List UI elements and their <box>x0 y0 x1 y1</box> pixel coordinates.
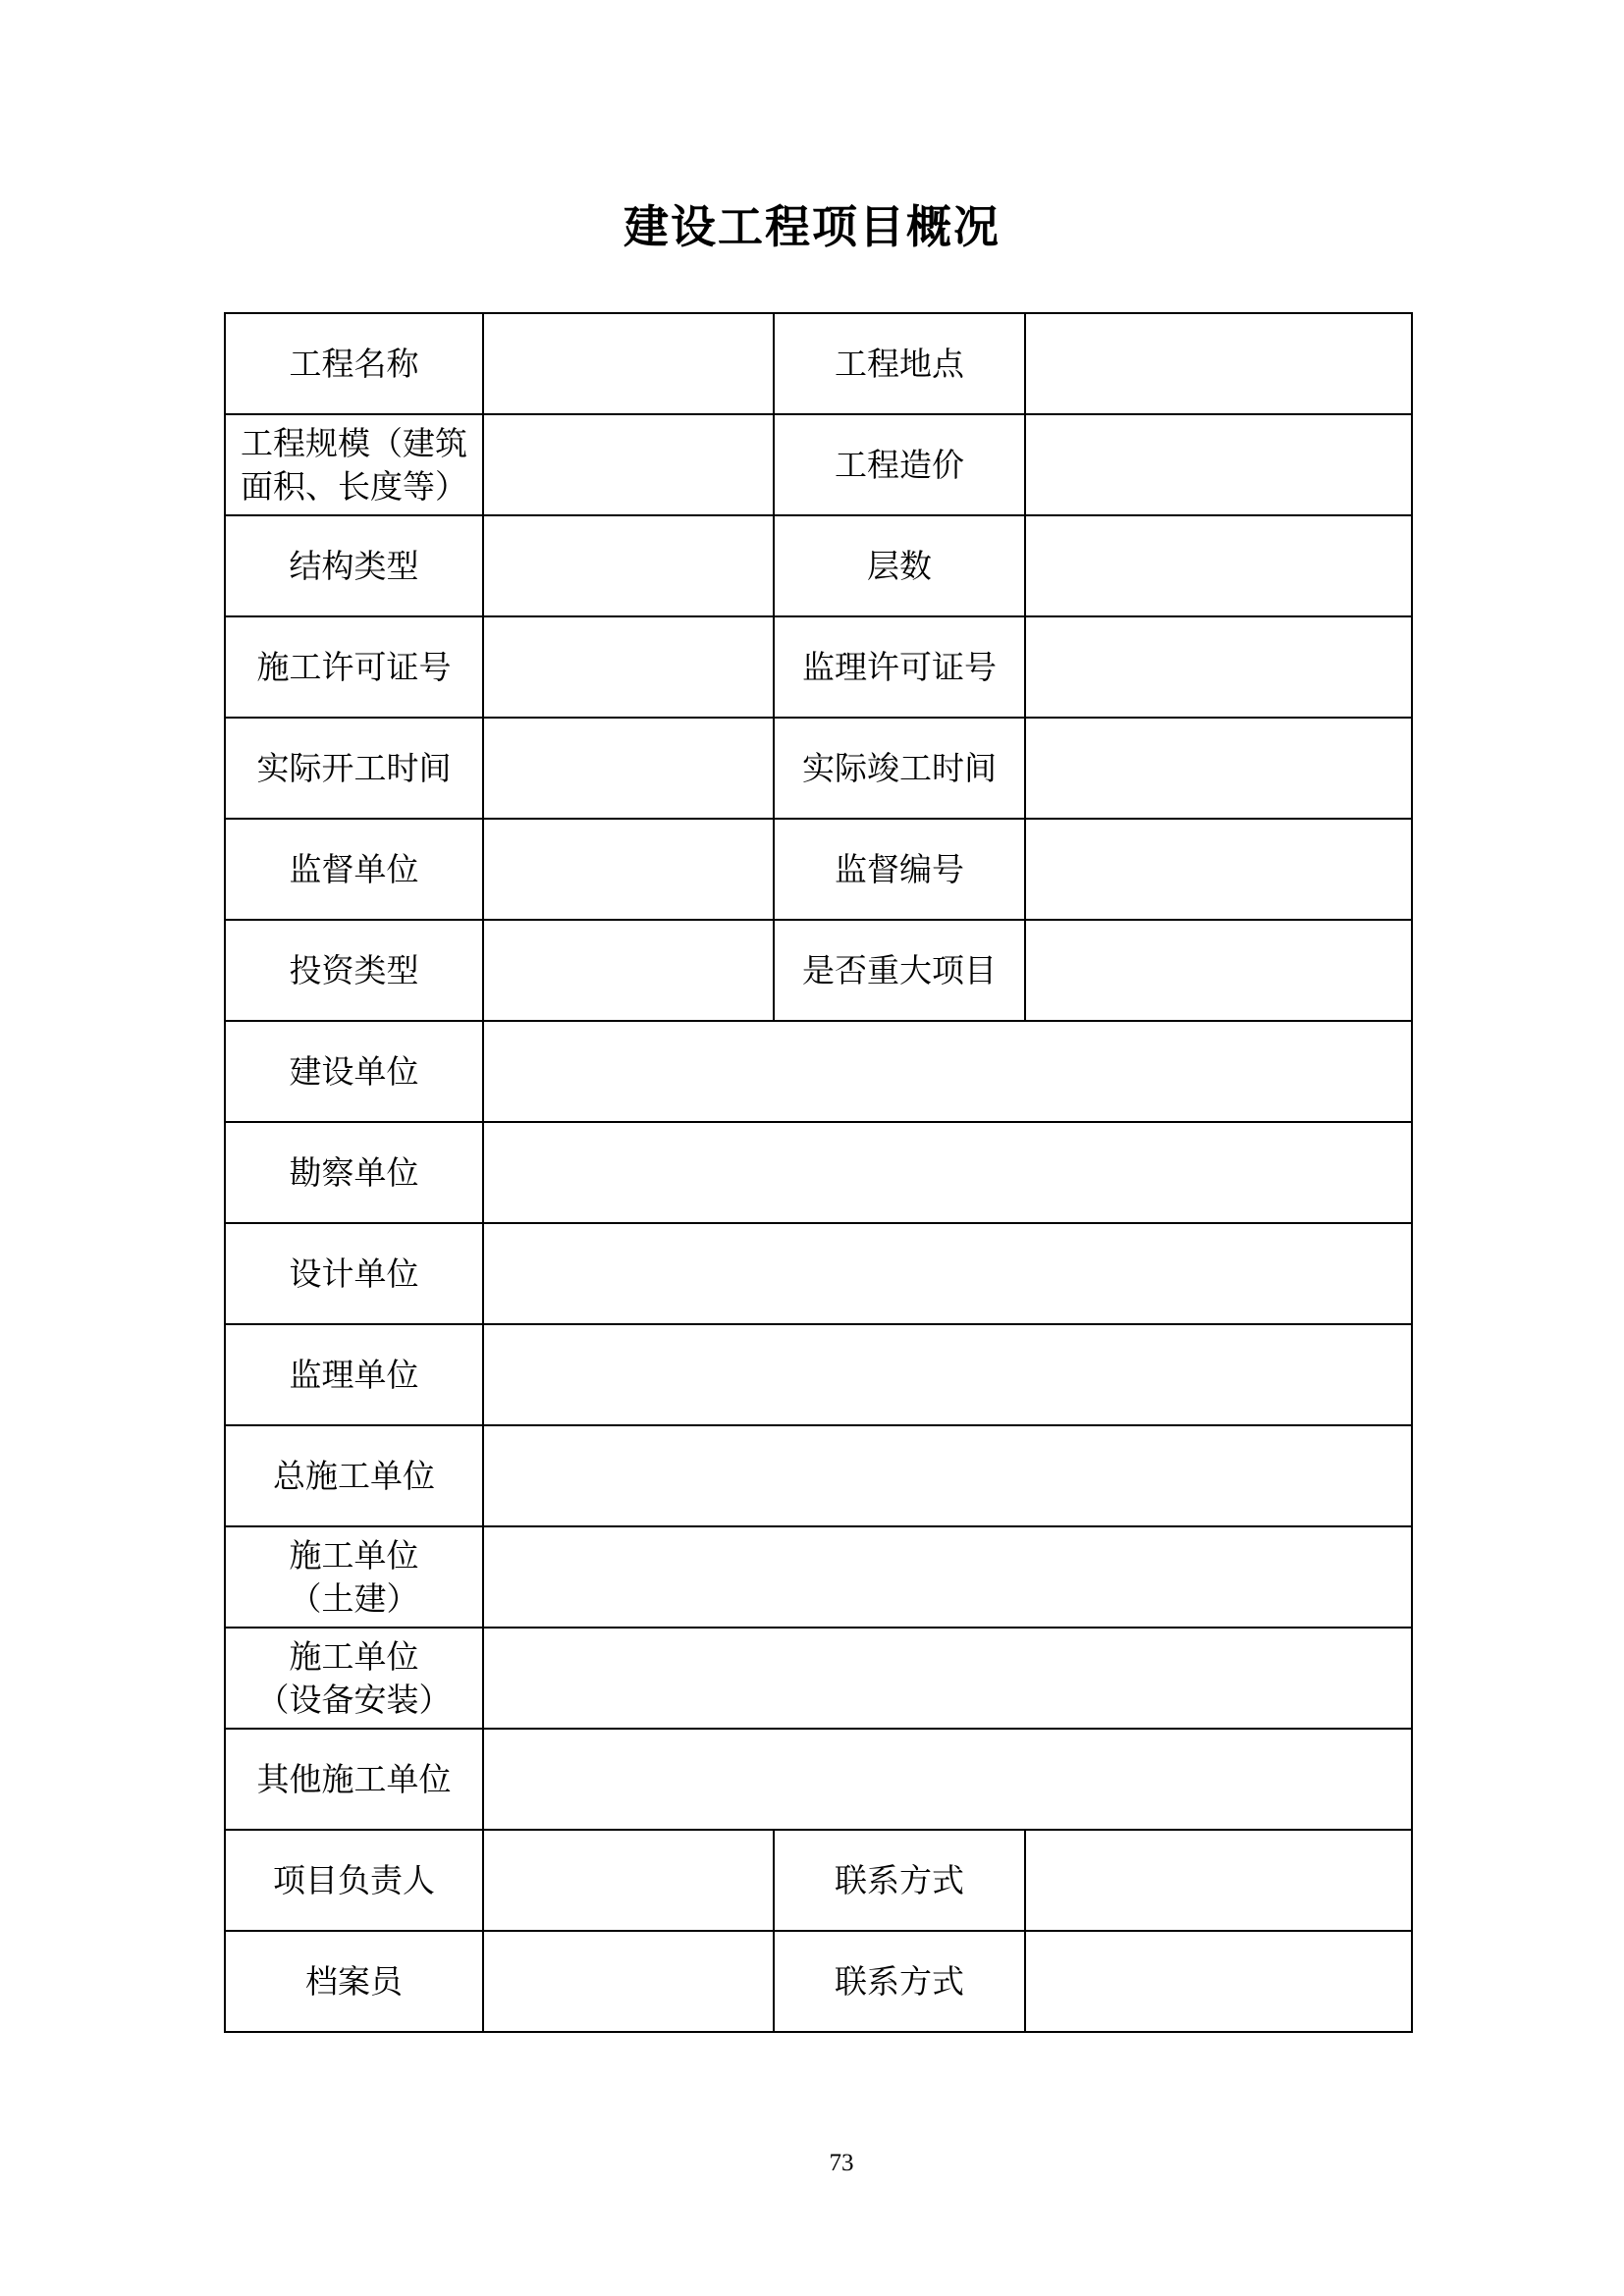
field-project-cost[interactable] <box>1025 414 1412 515</box>
label-supervision-permit-no: 监理许可证号 <box>774 616 1025 718</box>
table-row <box>225 1324 1412 1425</box>
label-actual-start-date: 实际开工时间 <box>225 718 483 819</box>
table-row <box>225 1931 1412 2032</box>
field-survey-unit[interactable] <box>483 1122 1412 1223</box>
table-row <box>225 616 1412 718</box>
label-investment-type: 投资类型 <box>225 920 483 1021</box>
label-archivist: 档案员 <box>225 1931 483 2032</box>
table-row <box>225 1223 1412 1324</box>
field-design-unit[interactable] <box>483 1223 1412 1324</box>
label-project-scale: 工程规模（建筑面积、长度等） <box>225 414 483 515</box>
label-supervision-number: 监督编号 <box>774 819 1025 920</box>
label-supervising-unit: 监督单位 <box>225 819 483 920</box>
field-equipment-contractor[interactable] <box>483 1628 1412 1729</box>
field-project-location[interactable] <box>1025 313 1412 414</box>
label-project-cost: 工程造价 <box>774 414 1025 515</box>
field-actual-completion-date[interactable] <box>1025 718 1412 819</box>
label-equipment-contractor: 施工单位 （设备安装） <box>225 1628 483 1729</box>
label-general-contractor: 总施工单位 <box>225 1425 483 1526</box>
field-project-name[interactable] <box>483 313 774 414</box>
field-project-scale[interactable] <box>483 414 774 515</box>
label-actual-completion-date: 实际竣工时间 <box>774 718 1025 819</box>
field-other-contractors[interactable] <box>483 1729 1412 1830</box>
field-construction-permit-no[interactable] <box>483 616 774 718</box>
table-row <box>225 1729 1412 1830</box>
label-major-project: 是否重大项目 <box>774 920 1025 1021</box>
table-row <box>225 414 1412 515</box>
field-investment-type[interactable] <box>483 920 774 1021</box>
label-archivist-contact: 联系方式 <box>774 1931 1025 2032</box>
label-survey-unit: 勘察单位 <box>225 1122 483 1223</box>
field-supervision-unit[interactable] <box>483 1324 1412 1425</box>
field-archivist-contact[interactable] <box>1025 1931 1412 2032</box>
table-row <box>225 1021 1412 1122</box>
page-number: 73 <box>829 2150 854 2176</box>
field-general-contractor[interactable] <box>483 1425 1412 1526</box>
label-floors: 层数 <box>774 515 1025 616</box>
label-civil-contractor: 施工单位 （土建） <box>225 1526 483 1628</box>
field-project-manager[interactable] <box>483 1830 774 1931</box>
table-row <box>225 1122 1412 1223</box>
project-overview-table <box>224 312 1413 2033</box>
table-row <box>225 718 1412 819</box>
label-project-name: 工程名称 <box>225 313 483 414</box>
label-supervision-unit: 监理单位 <box>225 1324 483 1425</box>
field-actual-start-date[interactable] <box>483 718 774 819</box>
table-row <box>225 1425 1412 1526</box>
label-other-contractors: 其他施工单位 <box>225 1729 483 1830</box>
table-row <box>225 515 1412 616</box>
table-row <box>225 1628 1412 1729</box>
field-major-project[interactable] <box>1025 920 1412 1021</box>
table-row <box>225 819 1412 920</box>
field-manager-contact[interactable] <box>1025 1830 1412 1931</box>
label-structure-type: 结构类型 <box>225 515 483 616</box>
field-supervising-unit[interactable] <box>483 819 774 920</box>
label-project-location: 工程地点 <box>774 313 1025 414</box>
label-project-manager: 项目负责人 <box>225 1830 483 1931</box>
field-civil-contractor[interactable] <box>483 1526 1412 1628</box>
table-row <box>225 1830 1412 1931</box>
table-row <box>225 313 1412 414</box>
field-construction-unit[interactable] <box>483 1021 1412 1122</box>
field-archivist[interactable] <box>483 1931 774 2032</box>
field-supervision-permit-no[interactable] <box>1025 616 1412 718</box>
field-supervision-number[interactable] <box>1025 819 1412 920</box>
table-row <box>225 1526 1412 1628</box>
page-title: 建设工程项目概况 <box>623 200 1001 253</box>
label-construction-permit-no: 施工许可证号 <box>225 616 483 718</box>
label-manager-contact: 联系方式 <box>774 1830 1025 1931</box>
field-structure-type[interactable] <box>483 515 774 616</box>
label-construction-unit: 建设单位 <box>225 1021 483 1122</box>
table-row <box>225 920 1412 1021</box>
label-design-unit: 设计单位 <box>225 1223 483 1324</box>
field-floors[interactable] <box>1025 515 1412 616</box>
